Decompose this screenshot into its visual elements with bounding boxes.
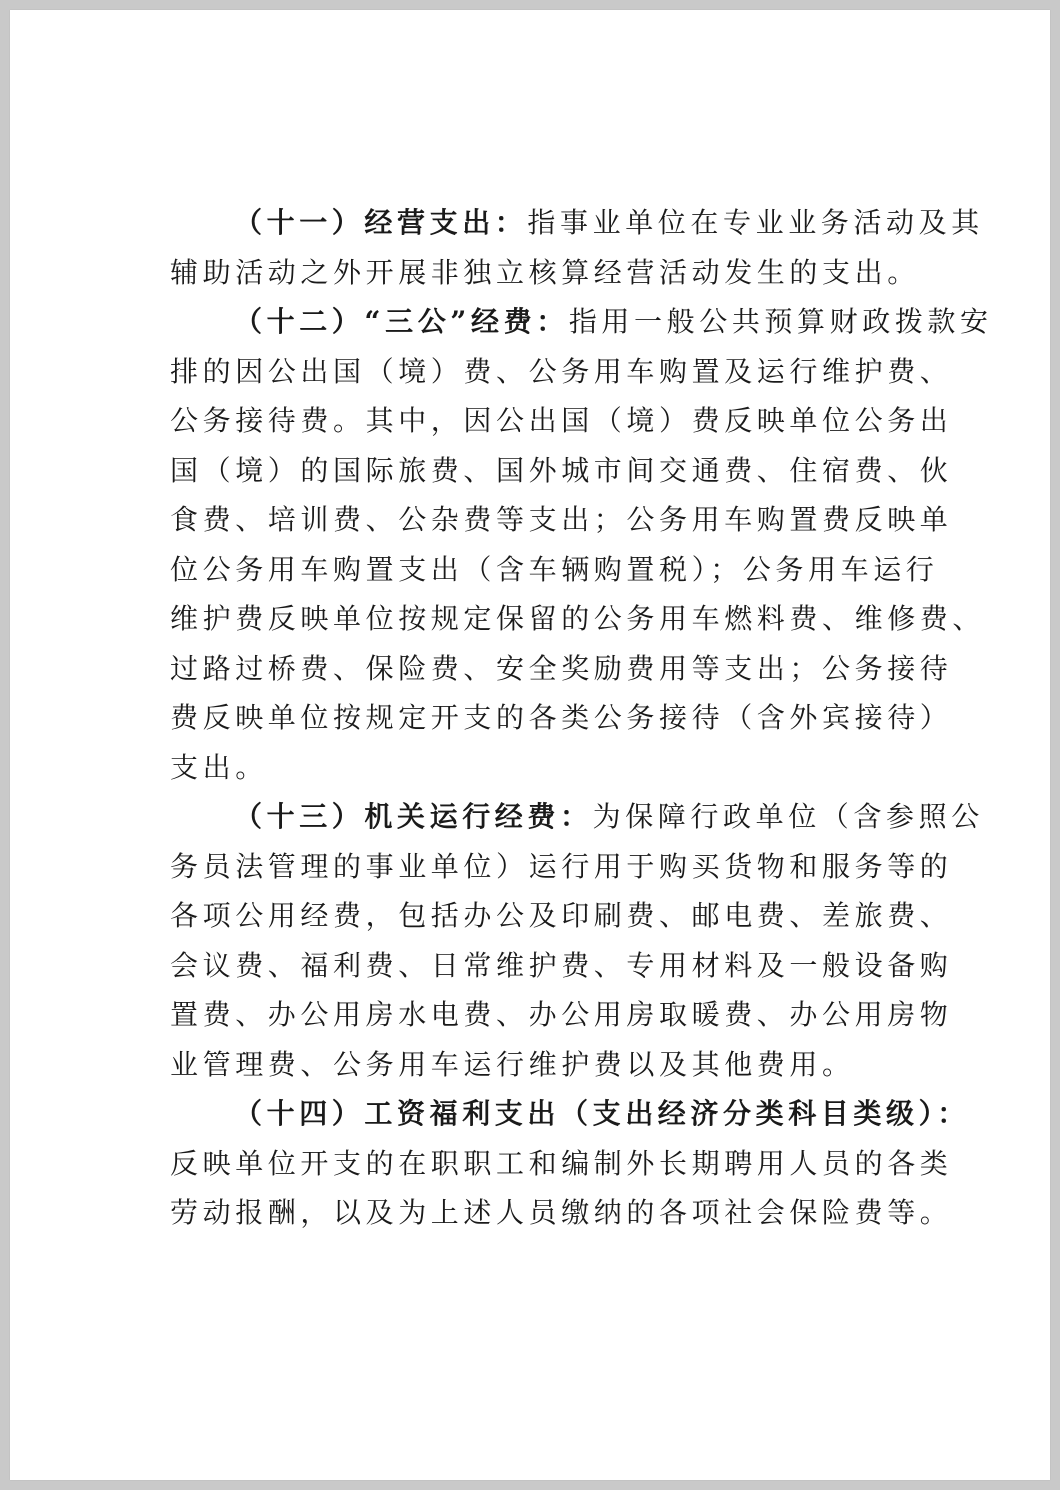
section-heading: （十四）工资福利支出（支出经济分类科目类级）：: [234, 1097, 970, 1130]
text-line: 支出。: [170, 750, 268, 784]
text-line: 食费、培训费、公杂费等支出；公务用车购置费反映单: [170, 503, 953, 536]
section-12: [170, 297, 993, 792]
text-line: 置费、办公用房水电费、办公用房取暖费、办公用房物: [170, 998, 953, 1031]
text-line: [170, 1089, 970, 1139]
text-line: [170, 297, 993, 347]
text-line: [170, 198, 984, 248]
document-page: [10, 10, 1050, 1480]
text-line: 国（境）的国际旅费、国外城市间交通费、住宿费、伙: [170, 453, 953, 487]
text-line: 务员法管理的事业单位）运行用于购买货物和服务等的: [170, 849, 953, 883]
text-line: 维护费反映单位按规定保留的公务用车燃料费、维修费、: [170, 602, 986, 635]
section-text: 为保障行政单位（含参照公: [592, 800, 984, 833]
document-body: [170, 198, 993, 1238]
text-line: 各项公用经费，包括办公及印刷费、邮电费、差旅费、: [170, 899, 953, 932]
text-line: 业管理费、公务用车运行维护费以及其他费用。: [170, 1047, 855, 1081]
text-line: 公务接待费。其中，因公出国（境）费反映单位公务出: [170, 404, 953, 437]
section-13: [170, 792, 984, 1089]
text-line: 会议费、福利费、日常维护费、专用材料及一般设备购: [170, 948, 953, 982]
section-11: [170, 198, 984, 297]
text-line: 辅助活动之外开展非独立核算经营活动发生的支出。: [170, 255, 920, 289]
section-text: 指用一般公共预算财政拨款安: [568, 305, 993, 338]
section-heading: （十一）经营支出：: [234, 206, 528, 239]
section-heading: （十二）“三公”经费：: [234, 305, 569, 338]
section-text: 指事业单位在专业业务活动及其: [527, 206, 984, 239]
section-heading: （十三）机关运行经费：: [234, 800, 593, 833]
text-line: 过路过桥费、保险费、安全奖励费用等支出；公务接待: [170, 651, 953, 685]
text-line: 费反映单位按规定开支的各类公务接待（含外宾接待）: [170, 701, 953, 734]
text-line: 反映单位开支的在职职工和编制外长期聘用人员的各类: [170, 1146, 953, 1180]
section-14: [170, 1089, 970, 1238]
text-line: [170, 792, 984, 842]
text-line: 劳动报酬，以及为上述人员缴纳的各项社会保险费等。: [170, 1196, 953, 1229]
text-line: 排的因公出国（境）费、公务用车购置及运行维护费、: [170, 354, 953, 388]
text-line: 位公务用车购置支出（含车辆购置税）；公务用车运行: [170, 552, 939, 586]
